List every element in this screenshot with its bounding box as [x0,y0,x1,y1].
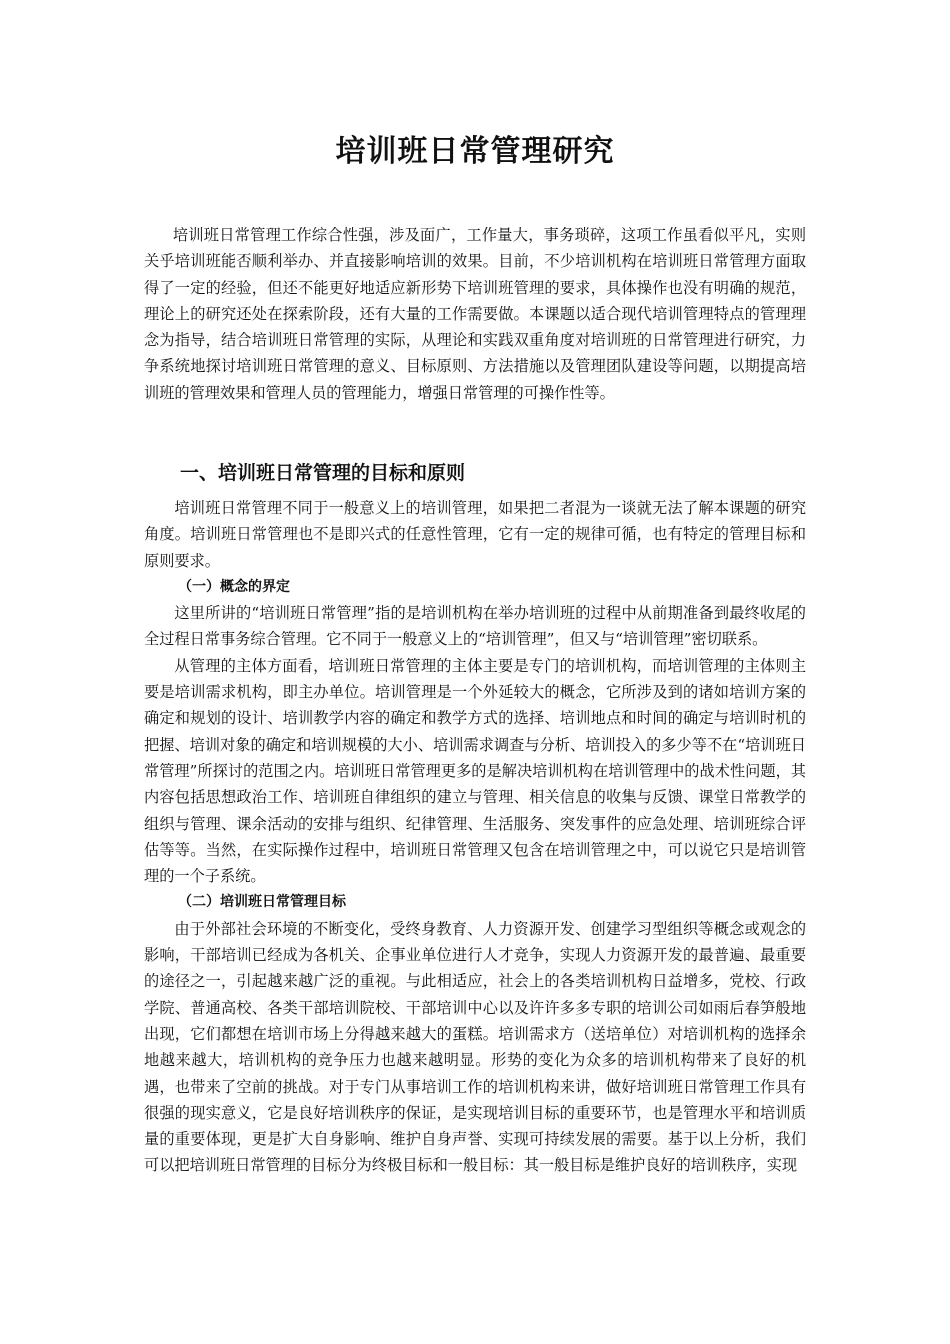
abstract-paragraph: 培训班日常管理工作综合性强，涉及面广，工作量大，事务琐碎，这项工作虽看似平凡，实则关乎培训班能否顺利举办、并直接影响培训的效果。目前，不少培训机构在培训班日常管理方面取得了一定的经验，但还不能更好地适应新形势下培训班管理的要求，具体操作也没有明确的规范，理论上的研究还处在探索阶段，还有大量的工作需要做。本课题以适合现代培训管理特点的管理理念为指导，结合培训班日常管理的实际，从理论和实践双重角度对培训班的日常管理进行研究，力争系统地探讨培训班日常管理的意义、目标原则、方法措施以及管理团队建设等问题，以期提高培训班的管理效果和管理人员的管理能力，增强日常管理的可操作性等。 [144,226,806,402]
abstract-section [144,222,806,406]
section-intro-paragraph: 培训班日常管理不同于一般意义上的培训管理，如果把二者混为一谈就无法了解本课题的研究角度。培训班日常管理也不是即兴式的任意性管理，它有一定的规律可循，也有特定的管理目标和原则要求。 [144,499,806,570]
section-body [144,495,806,1179]
body-paragraph: 由于外部社会环境的不断变化，受终身教育、人力资源开发、创建学习型组织等概念或观念的影响，干部培训已经成为各机关、企事业单位进行人才竞争，实现人力资源开发的最普遍、最重要的途径之一，引起越来越广泛的重视。与此相适应，社会上的各类培训机构日益增多，党校、行政学院、普通高校、各类干部培训院校、干部培训中心以及许许多多专职的培训公司如雨后春笋般地出现，它们都想在培训市场上分得越来越大的蛋糕。培训需求方（送培单位）对培训机构的选择余地越来越大，培训机构的竞争压力也越来越明显。形势的变化为众多的培训机构带来了良好的机遇，也带来了空前的挑战。对于专门从事培训工作的培训机构来讲，做好培训班日常管理工作具有很强的现实意义，它是良好培训秩序的保证，是实现培训目标的重要环节，也是管理水平和培训质量的重要体现，更是扩大自身影响、维护自身声誉、实现可持续发展的需要。基于以上分析，我们可以把培训班日常管理的目标分为终极目标和一般目标：其一般目标是维护良好的培训秩序，实现 [144,919,806,1175]
document-title: 培训班日常管理研究 [335,134,615,169]
subsection-heading-goals: （二）培训班日常管理目标 [178,894,346,911]
section-heading: 一、培训班日常管理的目标和原则 [180,462,466,484]
subsection-heading-concept: （一）概念的界定 [178,578,290,595]
body-paragraph: 这里所讲的“培训班日常管理”指的是培训机构在举办培训班的过程中从前期准备到最终收尾的全过程日常事务综合管理。它不同于一般意义上的“培训管理”，但又与“培训管理”密切联系。 [144,604,806,649]
body-paragraph: 从管理的主体方面看，培训班日常管理的主体主要是专门的培训机构，而培训管理的主体则主要是培训需求机构，即主办单位。培训管理是一个外延较大的概念，它所涉及到的诸如培训方案的确定和规划的设计、培训教学内容的确定和教学方式的选择、培训地点和时间的确定与培训时机的把握、培训对象的确定和培训规模的大小、培训需求调查与分析、培训投入的多少等不在“培训班日常管理”所探讨的范围之内。培训班日常管理更多的是解决培训机构在培训管理中的战术性问题，其内容包括思想政治工作、培训班自律组织的建立与管理、相关信息的收集与反馈、课堂日常教学的组织与管理、课余活动的安排与组织、纪律管理、生活服务、突发事件的应急处理、培训班综合评估等等。当然，在实际操作过程中，培训班日常管理又包含在培训管理之中，可以说它只是培训管理的一个子系统。 [144,656,806,886]
